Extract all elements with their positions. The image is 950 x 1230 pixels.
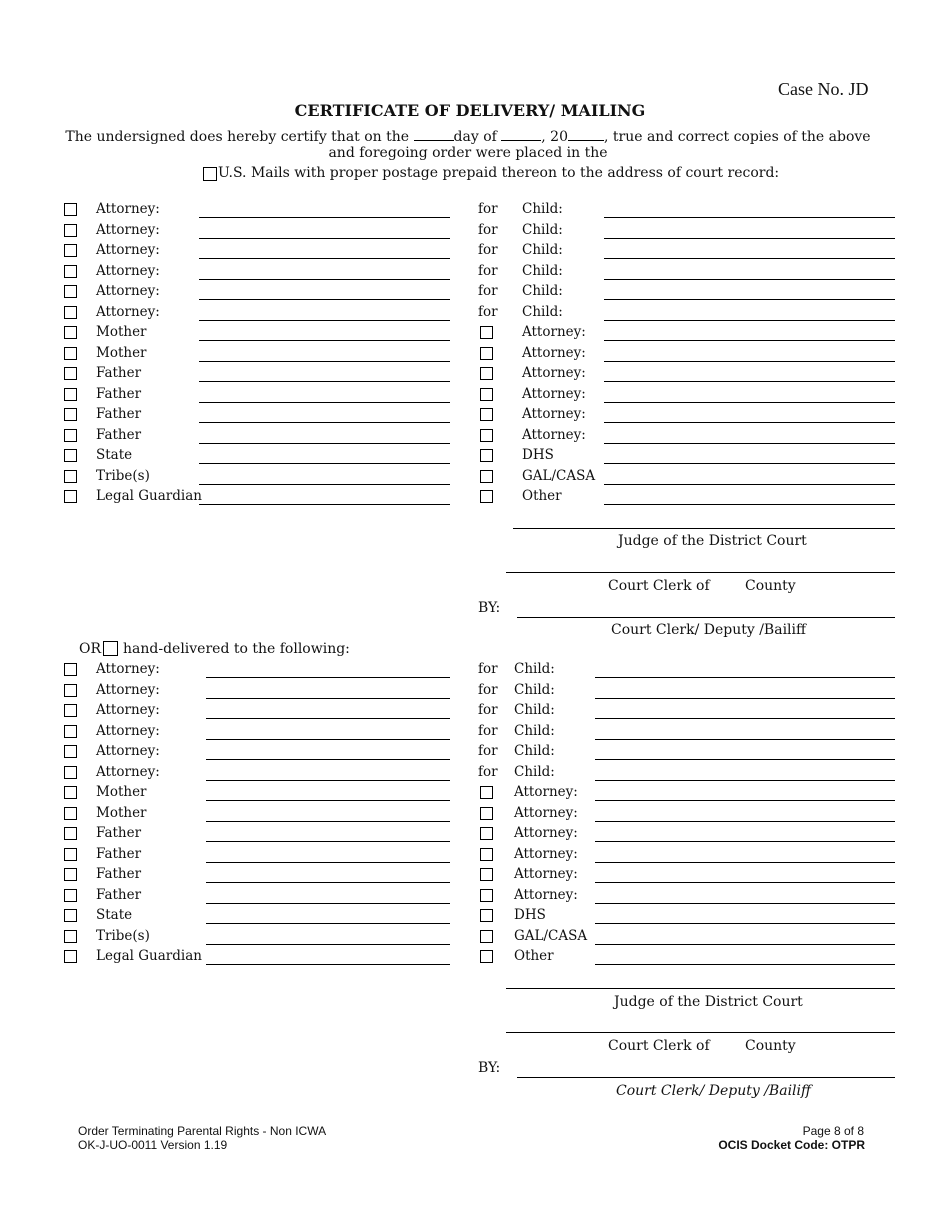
clerk-signature-line[interactable] — [517, 617, 895, 618]
recipient-checkbox[interactable] — [480, 950, 493, 963]
recipient-label: Attorney: — [522, 386, 586, 402]
judge-label: Judge of the District Court — [618, 533, 807, 549]
recipient-label: Child: — [514, 764, 555, 780]
recipient-label: Father — [96, 825, 142, 841]
recipient-label: Attorney: — [96, 201, 160, 217]
us-mail-checkbox[interactable] — [203, 167, 217, 181]
recipient-label: Father — [96, 427, 142, 443]
recipient-label: Attorney: — [96, 682, 160, 698]
recipient-name-line[interactable] — [604, 238, 895, 239]
recipient-checkbox[interactable] — [64, 909, 77, 922]
recipient-checkbox[interactable] — [64, 827, 77, 840]
recipient-checkbox[interactable] — [64, 326, 77, 339]
recipient-name-line[interactable] — [206, 800, 450, 801]
recipient-name-line[interactable] — [199, 381, 450, 382]
for-label: for — [478, 304, 498, 320]
recipient-checkbox[interactable] — [64, 950, 77, 963]
recipient-label: Legal Guardian — [96, 948, 202, 964]
recipient-name-line[interactable] — [199, 484, 450, 485]
recipient-name-line[interactable] — [206, 862, 450, 863]
footer-doc-title: Order Terminating Parental Rights - Non ICWA — [78, 1124, 327, 1138]
recipient-name-line[interactable] — [595, 698, 895, 699]
recipient-label: Child: — [522, 263, 563, 279]
footer-version: OK-J-UO-0011 Version 1.19 — [78, 1138, 228, 1152]
recipient-label: DHS — [522, 447, 554, 463]
for-label: for — [478, 743, 498, 759]
recipient-checkbox[interactable] — [64, 306, 77, 319]
recipient-name-line[interactable] — [595, 780, 895, 781]
by-label-2: BY: — [478, 1060, 501, 1076]
recipient-checkbox[interactable] — [64, 470, 77, 483]
recipient-name-line[interactable] — [604, 402, 895, 403]
recipient-label: Attorney: — [522, 406, 586, 422]
recipient-label: Father — [96, 866, 142, 882]
recipient-label: Child: — [514, 723, 555, 739]
recipient-name-line[interactable] — [199, 422, 450, 423]
recipient-label: Attorney: — [96, 723, 160, 739]
month-blank[interactable] — [501, 126, 541, 141]
clerk-deputy-label-2: Court Clerk/ Deputy /Bailiff — [616, 1083, 811, 1099]
recipient-name-line[interactable] — [604, 422, 895, 423]
recipient-label: Attorney: — [514, 846, 578, 862]
recipient-label: Other — [522, 488, 562, 504]
recipient-name-line[interactable] — [199, 320, 450, 321]
cert-suffix: , true and correct copies of the above — [603, 129, 871, 145]
recipient-label: Attorney: — [522, 365, 586, 381]
recipient-name-line[interactable] — [595, 821, 895, 822]
recipient-name-line[interactable] — [199, 402, 450, 403]
recipient-checkbox[interactable] — [64, 408, 77, 421]
recipient-name-line[interactable] — [604, 463, 895, 464]
recipient-name-line[interactable] — [206, 677, 450, 678]
recipient-name-line[interactable] — [595, 882, 895, 883]
recipient-checkbox[interactable] — [480, 930, 493, 943]
recipient-label: Mother — [96, 324, 147, 340]
recipient-checkbox[interactable] — [64, 868, 77, 881]
for-label: for — [478, 242, 498, 258]
recipient-name-line[interactable] — [199, 217, 450, 218]
certification-line-2: and foregoing order were placed in the — [328, 145, 608, 161]
recipient-checkbox[interactable] — [64, 367, 77, 380]
for-label: for — [478, 764, 498, 780]
recipient-checkbox[interactable] — [480, 889, 493, 902]
recipient-name-line[interactable] — [206, 923, 450, 924]
recipient-name-line[interactable] — [595, 718, 895, 719]
recipient-label: Father — [96, 887, 142, 903]
recipient-label: Attorney: — [514, 805, 578, 821]
recipient-label: Child: — [514, 702, 555, 718]
clerk-of-label: Court Clerk of — [608, 578, 710, 594]
for-label: for — [478, 263, 498, 279]
for-label: for — [478, 283, 498, 299]
recipient-name-line[interactable] — [206, 759, 450, 760]
for-label: for — [478, 661, 498, 677]
for-label: for — [478, 682, 498, 698]
recipient-checkbox[interactable] — [64, 848, 77, 861]
recipient-label: Other — [514, 948, 554, 964]
recipient-label: Attorney: — [96, 263, 160, 279]
recipient-label: Child: — [522, 283, 563, 299]
recipient-checkbox[interactable] — [64, 224, 77, 237]
recipient-name-line[interactable] — [199, 258, 450, 259]
recipient-label: Father — [96, 386, 142, 402]
county-label-2: County — [745, 1038, 796, 1054]
recipient-name-line[interactable] — [604, 217, 895, 218]
recipient-checkbox[interactable] — [480, 490, 493, 503]
recipient-checkbox[interactable] — [480, 909, 493, 922]
recipient-checkbox[interactable] — [64, 203, 77, 216]
recipient-name-line[interactable] — [206, 821, 450, 822]
hand-delivered-checkbox[interactable] — [103, 641, 118, 656]
certification-line-1 — [0, 126, 936, 145]
recipient-checkbox[interactable] — [64, 930, 77, 943]
recipient-label: Attorney: — [96, 283, 160, 299]
recipient-label: Attorney: — [522, 345, 586, 361]
recipient-name-line[interactable] — [595, 862, 895, 863]
recipient-label: Father — [96, 365, 142, 381]
recipient-label: Child: — [514, 743, 555, 759]
recipient-checkbox[interactable] — [64, 285, 77, 298]
cert-prefix: The undersigned does hereby certify that on the — [65, 129, 410, 145]
recipient-checkbox[interactable] — [64, 265, 77, 278]
recipient-label: Attorney: — [514, 825, 578, 841]
recipient-checkbox[interactable] — [64, 388, 77, 401]
for-label: for — [478, 201, 498, 217]
recipient-name-line[interactable] — [604, 279, 895, 280]
recipient-checkbox[interactable] — [64, 490, 77, 503]
clerk-signature-line-2[interactable] — [517, 1077, 895, 1078]
recipient-name-line[interactable] — [595, 964, 895, 965]
recipient-label: GAL/CASA — [522, 468, 596, 484]
recipient-label: Attorney: — [96, 222, 160, 238]
footer-page-number: Page 8 of 8 — [802, 1124, 864, 1138]
recipient-label: Child: — [522, 242, 563, 258]
recipient-name-line[interactable] — [595, 739, 895, 740]
recipient-name-line[interactable] — [206, 698, 450, 699]
judge-signature-line[interactable] — [513, 528, 895, 529]
judge-label-2: Judge of the District Court — [614, 994, 803, 1010]
recipient-label: DHS — [514, 907, 546, 923]
recipient-name-line[interactable] — [206, 944, 450, 945]
recipient-label: Attorney: — [96, 702, 160, 718]
recipient-name-line[interactable] — [206, 841, 450, 842]
recipient-label: GAL/CASA — [514, 928, 588, 944]
hand-delivered-label: hand-delivered to the following: — [123, 641, 350, 657]
recipient-checkbox[interactable] — [480, 827, 493, 840]
recipient-name-line[interactable] — [595, 677, 895, 678]
recipient-checkbox[interactable] — [480, 408, 493, 421]
recipient-name-line[interactable] — [199, 299, 450, 300]
recipient-name-line[interactable] — [206, 903, 450, 904]
recipient-label: Legal Guardian — [96, 488, 202, 504]
cert-day-of: day of — [453, 129, 497, 145]
recipient-label: State — [96, 447, 133, 463]
recipient-label: Attorney: — [96, 242, 160, 258]
recipient-name-line[interactable] — [199, 279, 450, 280]
recipient-label: Child: — [522, 201, 563, 217]
recipient-checkbox[interactable] — [480, 449, 493, 462]
recipient-checkbox[interactable] — [64, 704, 77, 717]
for-label: for — [478, 702, 498, 718]
recipient-checkbox[interactable] — [480, 786, 493, 799]
recipient-label: Mother — [96, 805, 147, 821]
recipient-label: Tribe(s) — [96, 928, 150, 944]
clerk-of-label-2: Court Clerk of — [608, 1038, 710, 1054]
recipient-checkbox[interactable] — [64, 347, 77, 360]
recipient-label: Child: — [514, 682, 555, 698]
judge-signature-line-2[interactable] — [506, 988, 895, 989]
year-blank[interactable] — [568, 126, 604, 141]
recipient-label: Attorney: — [96, 304, 160, 320]
recipient-label: Father — [96, 846, 142, 862]
case-number: Case No. JD — [778, 79, 869, 99]
recipient-name-line[interactable] — [604, 258, 895, 259]
recipient-name-line[interactable] — [595, 944, 895, 945]
or-label: OR — [79, 641, 102, 657]
recipient-name-line[interactable] — [206, 964, 450, 965]
recipient-checkbox[interactable] — [64, 429, 77, 442]
footer-docket-code: OCIS Docket Code: OTPR — [718, 1138, 865, 1152]
by-label: BY: — [478, 600, 501, 616]
day-blank[interactable] — [414, 126, 454, 141]
recipient-label: Attorney: — [514, 784, 578, 800]
recipient-name-line[interactable] — [595, 841, 895, 842]
recipient-checkbox[interactable] — [64, 244, 77, 257]
recipient-label: Mother — [96, 345, 147, 361]
recipient-label: Attorney: — [514, 866, 578, 882]
recipient-name-line[interactable] — [206, 882, 450, 883]
recipient-label: Child: — [522, 222, 563, 238]
recipient-name-line[interactable] — [206, 739, 450, 740]
recipient-name-line[interactable] — [604, 299, 895, 300]
clerk-deputy-label: Court Clerk/ Deputy /Bailiff — [611, 622, 806, 638]
recipient-name-line[interactable] — [604, 443, 895, 444]
recipient-label: Tribe(s) — [96, 468, 150, 484]
recipient-name-line[interactable] — [595, 903, 895, 904]
county-label: County — [745, 578, 796, 594]
recipient-name-line[interactable] — [199, 443, 450, 444]
recipient-name-line[interactable] — [206, 780, 450, 781]
recipient-name-line[interactable] — [199, 238, 450, 239]
recipient-label: Attorney: — [522, 427, 586, 443]
recipient-label: Attorney: — [514, 887, 578, 903]
recipient-checkbox[interactable] — [480, 807, 493, 820]
recipient-name-line[interactable] — [199, 340, 450, 341]
clerk-county-line[interactable] — [506, 572, 895, 573]
clerk-county-line-2[interactable] — [506, 1032, 895, 1033]
recipient-checkbox[interactable] — [64, 745, 77, 758]
recipient-name-line[interactable] — [595, 800, 895, 801]
recipient-checkbox[interactable] — [480, 470, 493, 483]
recipient-name-line[interactable] — [604, 340, 895, 341]
recipient-checkbox[interactable] — [480, 347, 493, 360]
recipient-label: Mother — [96, 784, 147, 800]
recipient-name-line[interactable] — [199, 361, 450, 362]
recipient-name-line[interactable] — [604, 504, 895, 505]
recipient-name-line[interactable] — [199, 504, 450, 505]
recipient-checkbox[interactable] — [480, 868, 493, 881]
recipient-label: State — [96, 907, 133, 923]
recipient-name-line[interactable] — [595, 923, 895, 924]
recipient-name-line[interactable] — [604, 320, 895, 321]
recipient-label: Child: — [522, 304, 563, 320]
recipient-checkbox[interactable] — [64, 725, 77, 738]
recipient-name-line[interactable] — [199, 463, 450, 464]
recipient-label: Attorney: — [96, 661, 160, 677]
cert-year: , 20 — [541, 129, 568, 145]
recipient-label: Father — [96, 406, 142, 422]
recipient-name-line[interactable] — [604, 361, 895, 362]
recipient-checkbox[interactable] — [64, 889, 77, 902]
recipient-label: Attorney: — [96, 764, 160, 780]
page-title: CERTIFICATE OF DELIVERY/ MAILING — [294, 101, 646, 120]
recipient-checkbox[interactable] — [480, 367, 493, 380]
recipient-name-line[interactable] — [604, 381, 895, 382]
recipient-checkbox[interactable] — [64, 766, 77, 779]
recipient-label: Attorney: — [96, 743, 160, 759]
recipient-checkbox[interactable] — [64, 807, 77, 820]
recipient-name-line[interactable] — [604, 484, 895, 485]
recipient-checkbox[interactable] — [64, 786, 77, 799]
recipient-checkbox[interactable] — [480, 429, 493, 442]
recipient-name-line[interactable] — [595, 759, 895, 760]
recipient-label: Attorney: — [522, 324, 586, 340]
recipient-checkbox[interactable] — [64, 684, 77, 697]
for-label: for — [478, 222, 498, 238]
recipient-checkbox[interactable] — [480, 848, 493, 861]
recipient-checkbox[interactable] — [64, 663, 77, 676]
us-mail-label: U.S. Mails with proper postage prepaid thereon to the address of court record: — [218, 165, 780, 181]
recipient-checkbox[interactable] — [480, 326, 493, 339]
recipient-label: Child: — [514, 661, 555, 677]
recipient-checkbox[interactable] — [64, 449, 77, 462]
recipient-checkbox[interactable] — [480, 388, 493, 401]
recipient-name-line[interactable] — [206, 718, 450, 719]
for-label: for — [478, 723, 498, 739]
